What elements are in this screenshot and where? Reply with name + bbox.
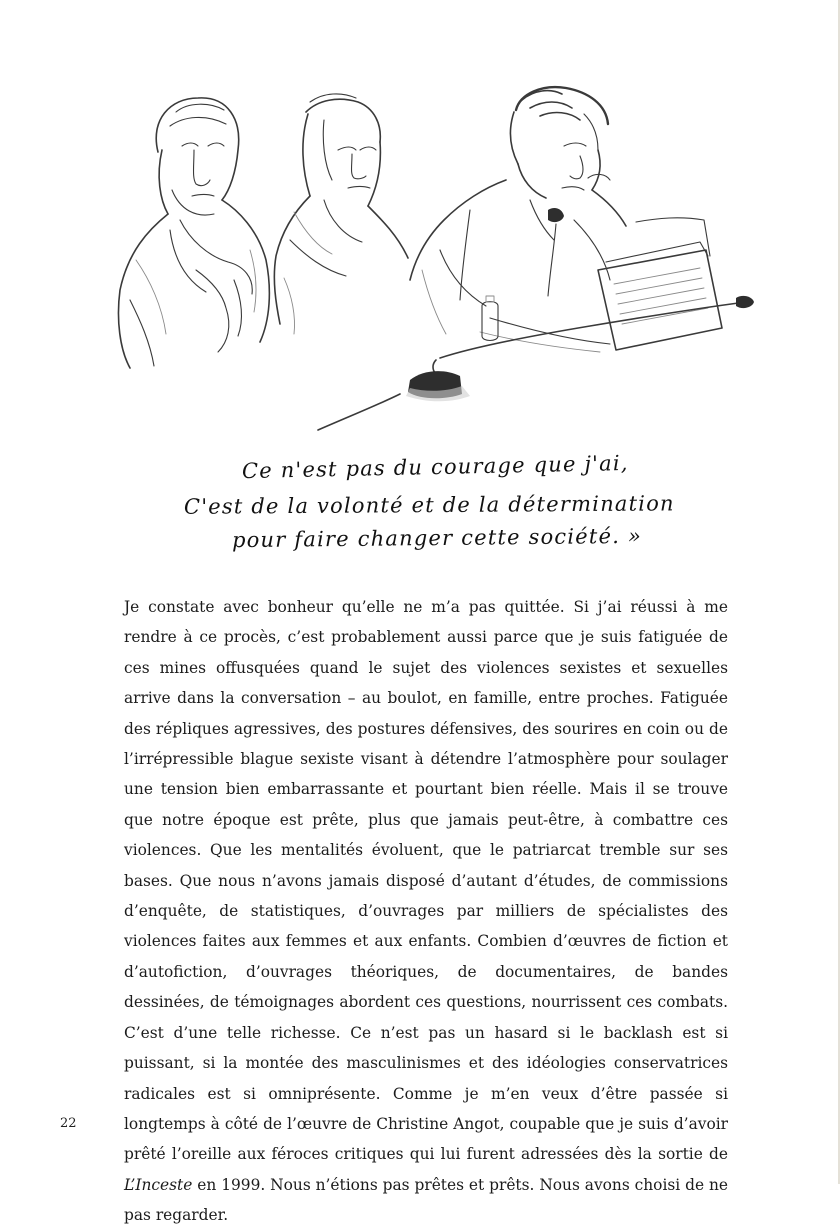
book-title-italic: L’Inceste — [124, 1175, 193, 1194]
sketch-man-right — [410, 87, 626, 334]
body-paragraph — [124, 592, 728, 1231]
page-number: 22 — [60, 1116, 77, 1131]
quote-line-3: pour faire changer cette société. » — [231, 523, 643, 553]
sketch-woman-middle — [274, 94, 408, 334]
courtroom-sketch-illustration — [110, 80, 760, 440]
body-text-part-1: Je constate avec bonheur qu’elle ne m’a pas quittée. Si j’ai réussi à me rendre à ce procès, c’est probablement aussi parce que je suis fatiguée de ces mines offusquées quand le sujet des violences sexistes et sexuelles arrive dans la conversation – au boulot, en famille, entre proches. Fatiguée des répliques agressives, des postures défensives, des sourires en coin ou de l’irrépressible blague sexiste visant à détendre l’atmosphère pour soulager une tension bien embarrassante et pourtant bien réelle. Mais il se trouve que notre époque est prête, plus que jamais peut-être, à combattre ces violences. Que les mentalités évoluent, que le patriarcat tremble sur ses bases. Que nous n’avons jamais disposé d’autant d’études, de commissions d’enquête, de statistiques, d’ouvrages par milliers de spécialistes des violences faites aux femmes et aux enfants. Combien d’œuvres de fiction et d’autofiction, d’ouvrages théoriques, de documentaires, de bandes dessinées, de témoignages abordent ces questions, nourrissent ces combats. C’est d’une telle richesse. Ce n’est pas un hasard si le backlash est si puissant, si la montée des masculinismes et des idéologies conservatrices radicales est si omniprésente. Comme je m’en veux d’être passée si longtemps à côté de l’œuvre de Christine Angot, coupable que je suis d’avoir prêté l’oreille aux féroces critiques qui lui furent adressées dès la sortie de — [124, 598, 728, 1164]
quote-line-2: C'est de la volonté et de la détermination — [183, 491, 675, 519]
quote-line-1: Ce n'est pas du courage que j'ai, — [241, 450, 629, 484]
sketch-papers — [480, 218, 722, 352]
handwritten-quote — [150, 450, 710, 558]
sketch-woman-left — [118, 98, 269, 368]
body-text-part-2: en 1999. Nous n’étions pas prêtes et prêts. Nous avons choisi de ne pas regarder. — [124, 1175, 728, 1225]
sketch-microphone — [318, 296, 754, 430]
sketch-drawing — [110, 80, 760, 440]
